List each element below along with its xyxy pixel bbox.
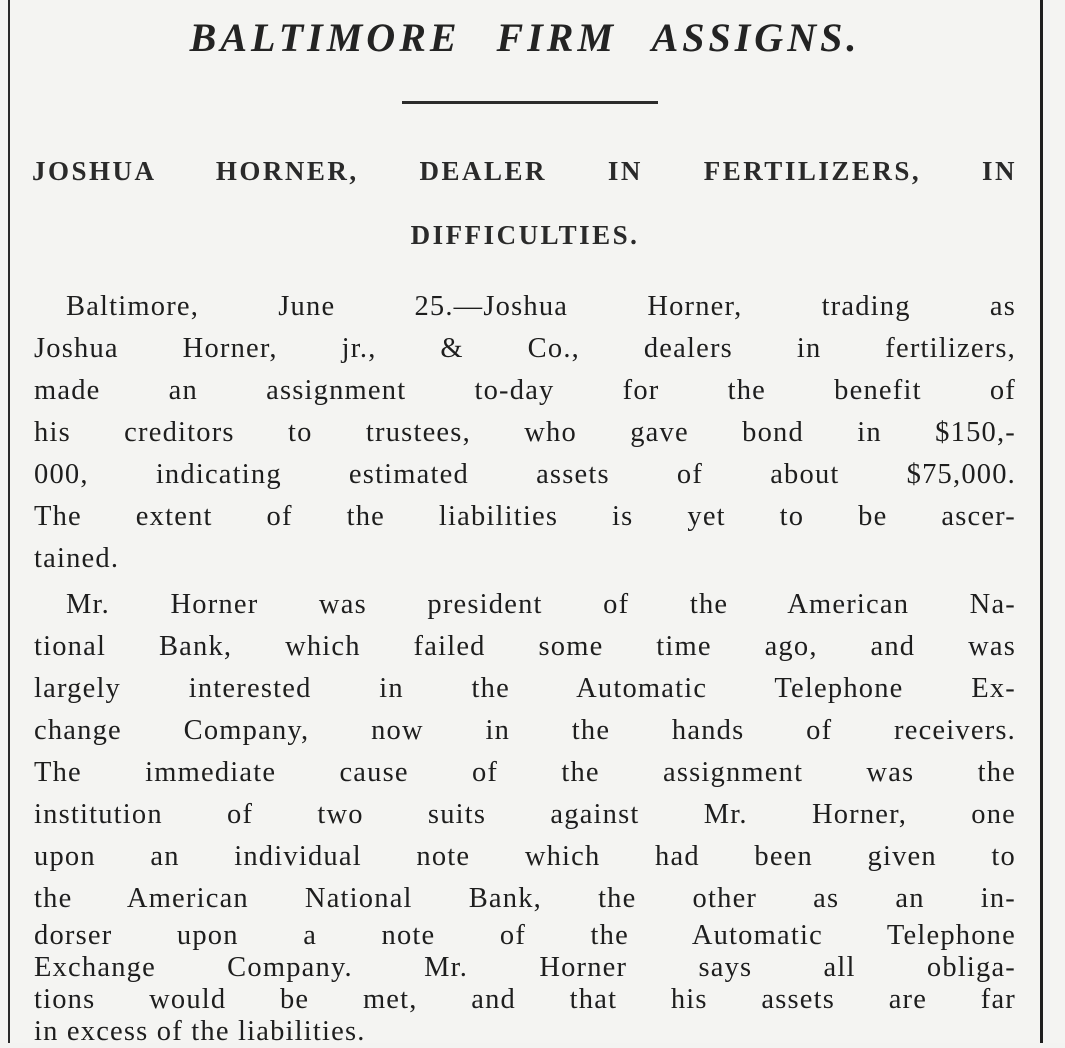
body-line: Baltimore, June 25.—Joshua Horner, trading as — [66, 291, 1016, 322]
headline-divider — [402, 101, 658, 104]
body-line: dorser upon a note of the Automatic Telephone — [34, 920, 1016, 951]
body-line: upon an individual note which had been given to — [34, 841, 1016, 872]
subheadline-line-1: JOSHUA HORNER, DEALER IN FERTILIZERS, IN — [32, 156, 1017, 186]
body-line: Joshua Horner, jr., & Co., dealers in fertilizers, — [34, 333, 1016, 364]
body-line: Mr. Horner was president of the American Na- — [66, 589, 1016, 620]
body-line: change Company, now in the hands of receivers. — [34, 715, 1016, 746]
article-body — [34, 286, 1016, 1048]
body-line: in excess of the liabilities. — [34, 1016, 366, 1047]
body-line: Exchange Company. Mr. Horner says all obliga- — [34, 952, 1016, 983]
body-line: institution of two suits against Mr. Horner, one — [34, 799, 1016, 830]
column-rule-right — [1040, 0, 1043, 1043]
body-line: the American National Bank, the other as an in- — [34, 883, 1016, 914]
headline: BALTIMORE FIRM ASSIGNS. — [189, 15, 861, 60]
body-line: The immediate cause of the assignment was the — [34, 757, 1016, 788]
body-line: tions would be met, and that his assets are far — [34, 984, 1016, 1015]
body-line: 000, indicating estimated assets of about $75,000. — [34, 459, 1016, 490]
body-line: his creditors to trustees, who gave bond in $150,- — [34, 417, 1016, 448]
subheadline-line-2: DIFFICULTIES. — [410, 220, 640, 250]
body-line: tional Bank, which failed some time ago, and was — [34, 631, 1016, 662]
body-line: made an assignment to-day for the benefit of — [34, 375, 1016, 406]
body-line: The extent of the liabilities is yet to be ascer- — [34, 501, 1016, 532]
body-line: largely interested in the Automatic Telephone Ex- — [34, 673, 1016, 704]
column-rule-left — [8, 0, 10, 1043]
body-line: tained. — [34, 543, 120, 574]
